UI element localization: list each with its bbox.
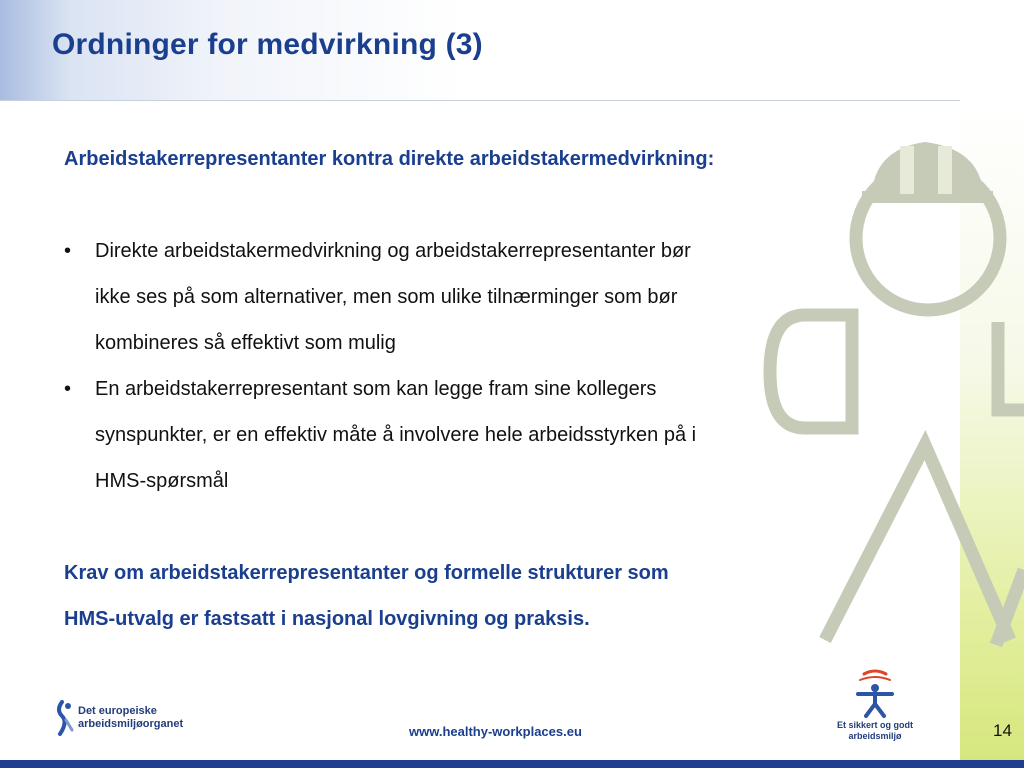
bullet-line: kombineres så effektivt som mulig [95,332,396,354]
bullet-item [64,366,854,504]
campaign-logo-line: arbeidsmiljø [848,731,902,741]
agency-logo-line: arbeidsmiljøorganet [78,718,184,730]
agency-emblem-icon [52,700,76,738]
campaign-logo [830,666,920,746]
conclusion-line: HMS-utvalg er fastsatt i nasjonal lovgivning og praksis. [64,608,590,630]
hard-hat-icon [863,143,992,202]
page-title: Ordninger for medvirkning (3) [52,28,483,61]
star-figure-icon [830,666,920,720]
footer-url-link[interactable]: www.healthy-workplaces.eu [409,724,582,739]
bullet-dot: • [64,378,72,400]
bullet-line: Direkte arbeidstakermedvirkning og arbeidstakerrepresentanter bør [95,240,691,262]
bullet-item [64,228,854,366]
bullet-line: En arbeidstakerrepresentant som kan legge fram sine kollegers [95,378,657,400]
campaign-logo-line: Et sikkert og godt [836,720,913,730]
conclusion-heading [64,550,854,642]
section-heading: Arbeidstakerrepresentanter kontra direkte arbeidstakermedvirkning: [64,148,715,170]
slide-content [64,136,854,642]
bullet-line: HMS-spørsmål [95,470,229,492]
bullet-line: synspunkter, er en effektiv måte å involvere hele arbeidsstyrken på i [95,424,697,446]
footer-bar [0,760,1024,768]
bullet-list [64,228,854,504]
conclusion-line: Krav om arbeidstakerrepresentanter og formelle strukturer som [64,562,669,584]
agency-logo-line: Det europeiske [78,705,157,717]
bullet-dot: • [64,240,72,262]
bullet-line: ikke ses på som alternativer, men som ulike tilnærminger som bør [95,286,678,308]
page-number: 14 [993,721,1012,740]
